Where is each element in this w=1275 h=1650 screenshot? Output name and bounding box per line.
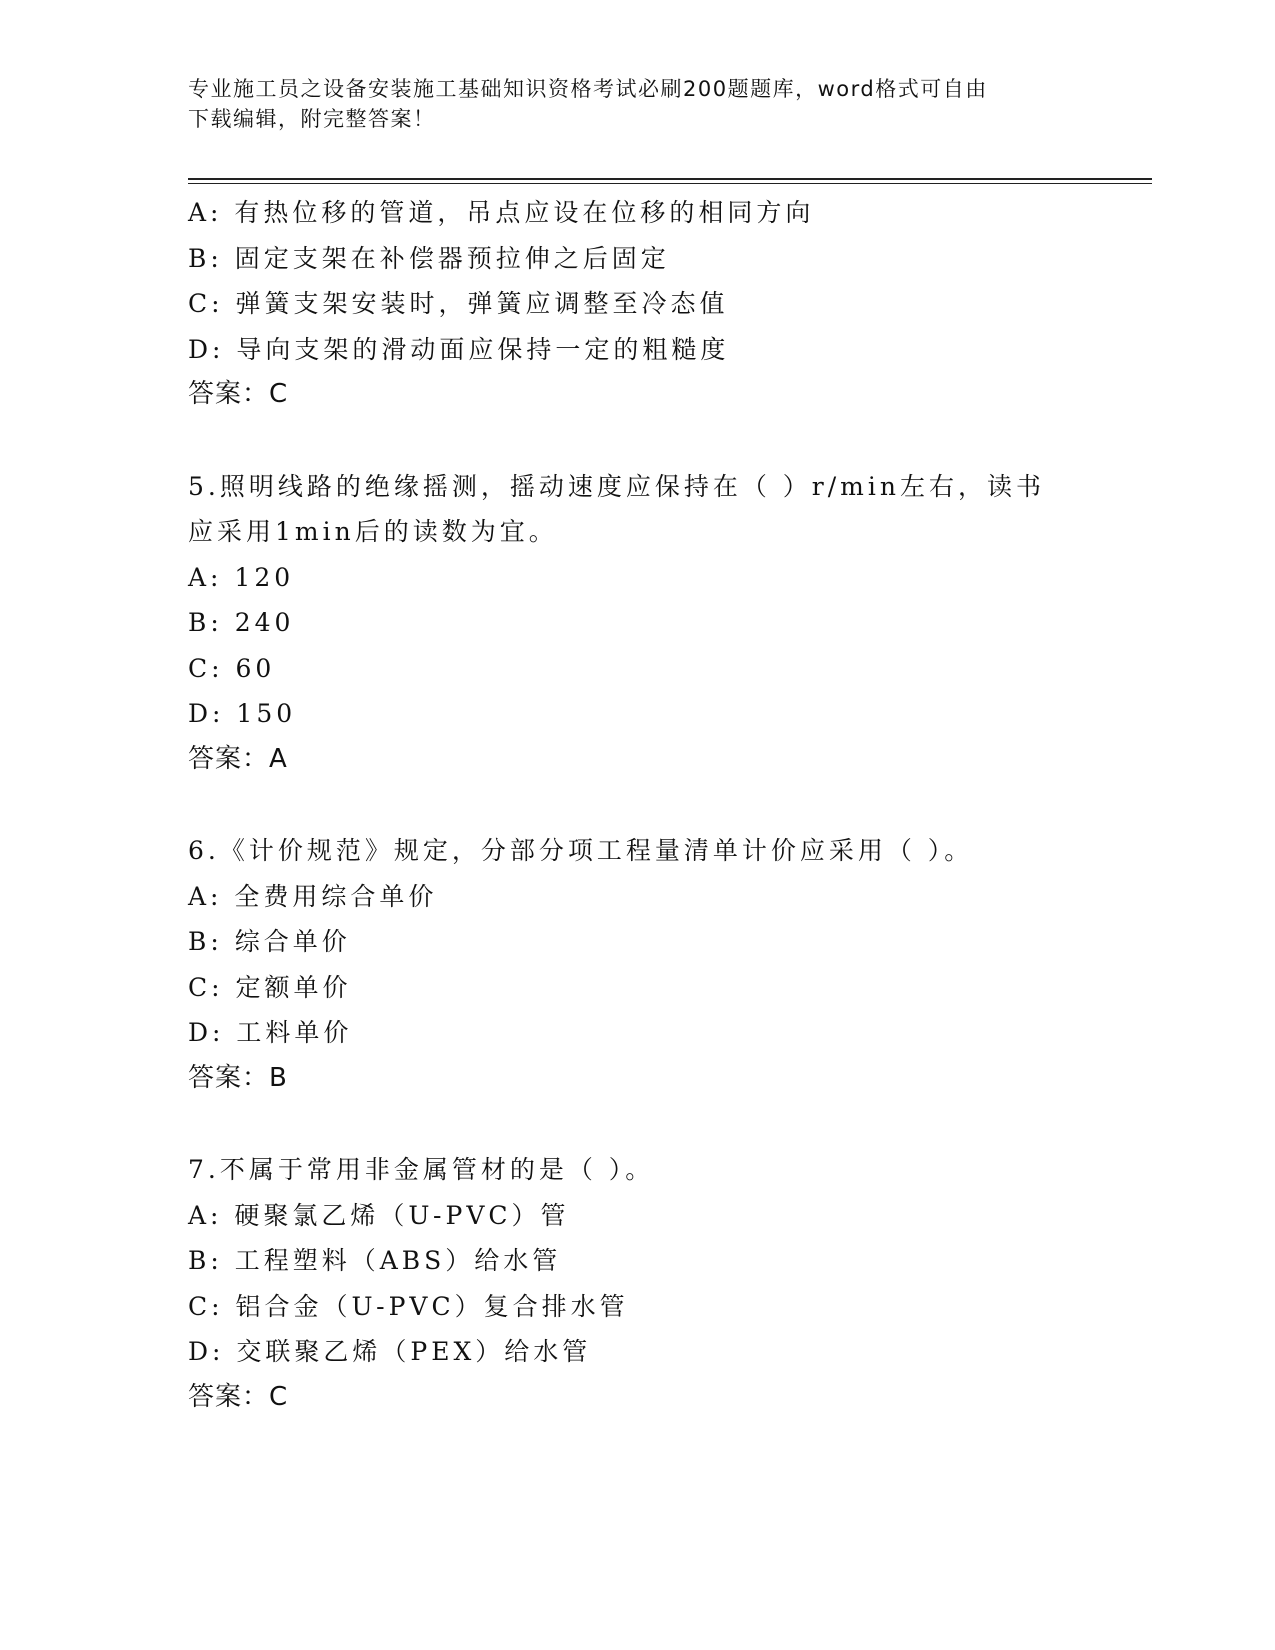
header-line-2: 下载编辑，附完整答案！ — [188, 107, 436, 131]
question-7 — [188, 1147, 1148, 1420]
option-b: B: 固定支架在补偿器预拉伸之后固定 — [188, 243, 670, 273]
option-d: D: 导向支架的滑动面应保持一定的粗糙度 — [188, 334, 730, 364]
option-b: B: 240 — [188, 608, 295, 637]
option-d: D: 交联聚乙烯（PEX）给水管 — [188, 1337, 592, 1366]
question-text: 7.不属于常用非金属管材的是（ ）。 — [188, 1155, 655, 1184]
answer: 答案：C — [188, 1381, 289, 1412]
header-line-1: 专业施工员之设备安装施工基础知识资格考试必刷200题题库，word格式可自由 — [188, 77, 988, 101]
option-c: C: 弹簧支架安装时，弹簧应调整至冷态值 — [188, 289, 729, 318]
answer: 答案：B — [188, 1062, 288, 1093]
option-c: C: 铝合金（U-PVC）复合排水管 — [188, 1291, 629, 1321]
question-5 — [188, 464, 1148, 783]
option-a: A: 有热位移的管道，吊点应设在位移的相同方向 — [188, 198, 815, 227]
option-a: A: 120 — [188, 562, 295, 592]
option-a: A: 硬聚氯乙烯（U-PVC）管 — [188, 1200, 570, 1230]
question-6 — [188, 828, 1148, 1101]
option-c: C: 60 — [188, 653, 276, 683]
option-d: D: 工料单价 — [188, 1018, 353, 1047]
header-divider-thick — [188, 178, 1152, 180]
option-c: C: 定额单价 — [188, 972, 352, 1002]
answer: 答案：A — [188, 743, 288, 774]
header-divider-thin — [188, 183, 1152, 184]
answer: 答案：C — [188, 379, 289, 409]
option-b: B: 工程塑料（ABS）给水管 — [188, 1246, 562, 1275]
option-a: A: 全费用综合单价 — [188, 881, 438, 911]
question-text: 5.照明线路的绝缘摇测，摇动速度应保持在（ ）r/min左右，读书应采用1min后的读数为宜。 — [188, 471, 1045, 546]
option-b: B: 综合单价 — [188, 927, 351, 956]
document-header — [188, 74, 1068, 134]
question-text: 6.《计价规范》规定，分部分项工程量清单计价应采用（ ）。 — [188, 836, 974, 865]
option-d: D: 150 — [188, 699, 297, 728]
question-4 — [188, 190, 1148, 418]
question-list — [188, 190, 1148, 1420]
